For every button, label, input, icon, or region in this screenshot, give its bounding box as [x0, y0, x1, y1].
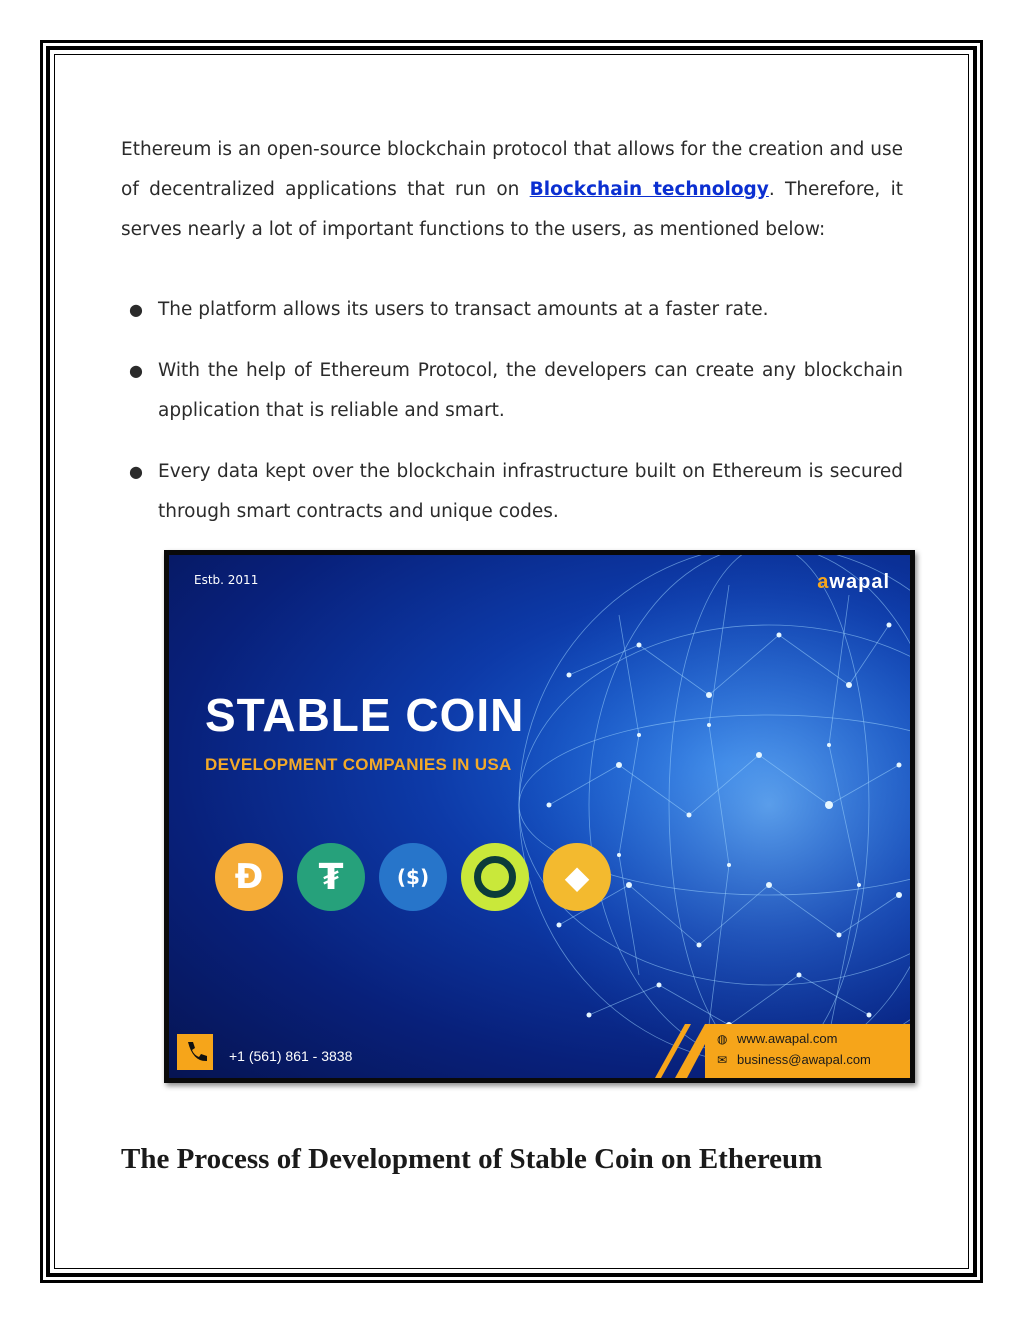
blockchain-technology-link[interactable]: Blockchain technology [529, 179, 769, 200]
binance-coin-symbol: ◆ [564, 858, 590, 896]
list-item-text: With the help of Ethereum Protocol, the developers can create any blockchain application that is reliable and smart. [158, 360, 903, 421]
bullet-icon: ● [129, 361, 143, 380]
intro-text-after: . Therefore, it serves nearly a lot of important functions to the users, as mentioned below: [121, 179, 903, 240]
tether-coin-symbol: ₮ [318, 856, 344, 898]
logo-first-letter: a [817, 571, 830, 593]
list-item-text: Every data kept over the blockchain infrastructure built on Ethereum is secured through smart contracts and unique codes. [158, 461, 903, 522]
binance-coin-icon [543, 843, 611, 911]
feature-list [121, 290, 903, 553]
website-text: www.awapal.com [737, 1031, 838, 1046]
banner-footer [169, 1024, 910, 1078]
decorative-stripes [635, 1024, 705, 1078]
usd-coin-icon [379, 843, 447, 911]
list-item-text: The platform allows its users to transact amounts at a faster rate. [158, 299, 769, 320]
bullet-icon: ● [129, 300, 143, 319]
paxos-ring-icon [474, 856, 516, 898]
paxos-coin-icon [461, 843, 529, 911]
banner-title: STABLE COIN [205, 689, 525, 741]
bullet-icon: ● [129, 462, 143, 481]
contact-box [705, 1024, 910, 1078]
list-item [121, 290, 903, 330]
phone-number: +1 (561) 861 - 3838 [229, 1048, 353, 1064]
banner-subtitle: DEVELOPMENT COMPANIES IN USA [205, 755, 512, 774]
section-heading: The Process of Development of Stable Coin on Ethereum [121, 1143, 823, 1175]
phone-icon-box [177, 1034, 213, 1070]
blockchain-globe-network-graphic [169, 555, 910, 1078]
mail-icon: ✉ [717, 1053, 728, 1067]
intro-paragraph [121, 130, 903, 250]
logo-rest: wapal [829, 571, 890, 593]
intro-text-before: Ethereum is an open-source blockchain protocol that allows for the creation and use of decentralized applications that run on [121, 139, 903, 200]
list-item [121, 452, 903, 532]
email-text: business@awapal.com [737, 1052, 871, 1067]
established-label: Estb. 2011 [194, 573, 259, 587]
globe-icon: ◍ [717, 1032, 728, 1046]
coin-icons-row [215, 843, 611, 911]
awapal-logo [817, 571, 890, 594]
dai-coin-symbol: Đ [234, 857, 264, 897]
stable-coin-banner-image [164, 550, 915, 1083]
dai-coin-icon [215, 843, 283, 911]
phone-icon [177, 1034, 213, 1070]
usd-coin-symbol: ($) [396, 865, 430, 889]
tether-coin-icon [297, 843, 365, 911]
list-item [121, 351, 903, 431]
